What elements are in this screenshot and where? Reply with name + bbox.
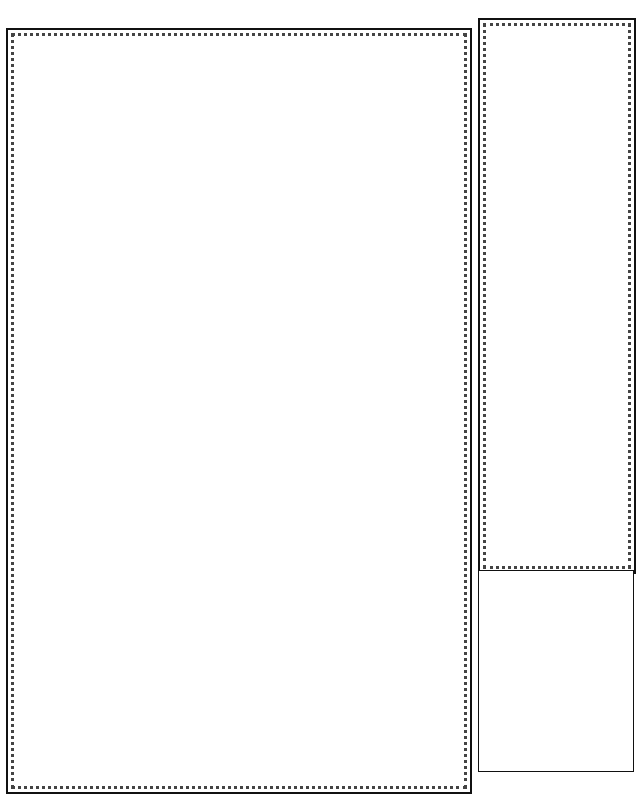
nations-list-content	[20, 42, 458, 780]
contents-content	[492, 32, 622, 560]
symbols-content	[485, 577, 627, 765]
symbols-panel	[478, 570, 634, 772]
nations-list-panel	[6, 28, 472, 794]
contents-panel	[478, 18, 636, 574]
